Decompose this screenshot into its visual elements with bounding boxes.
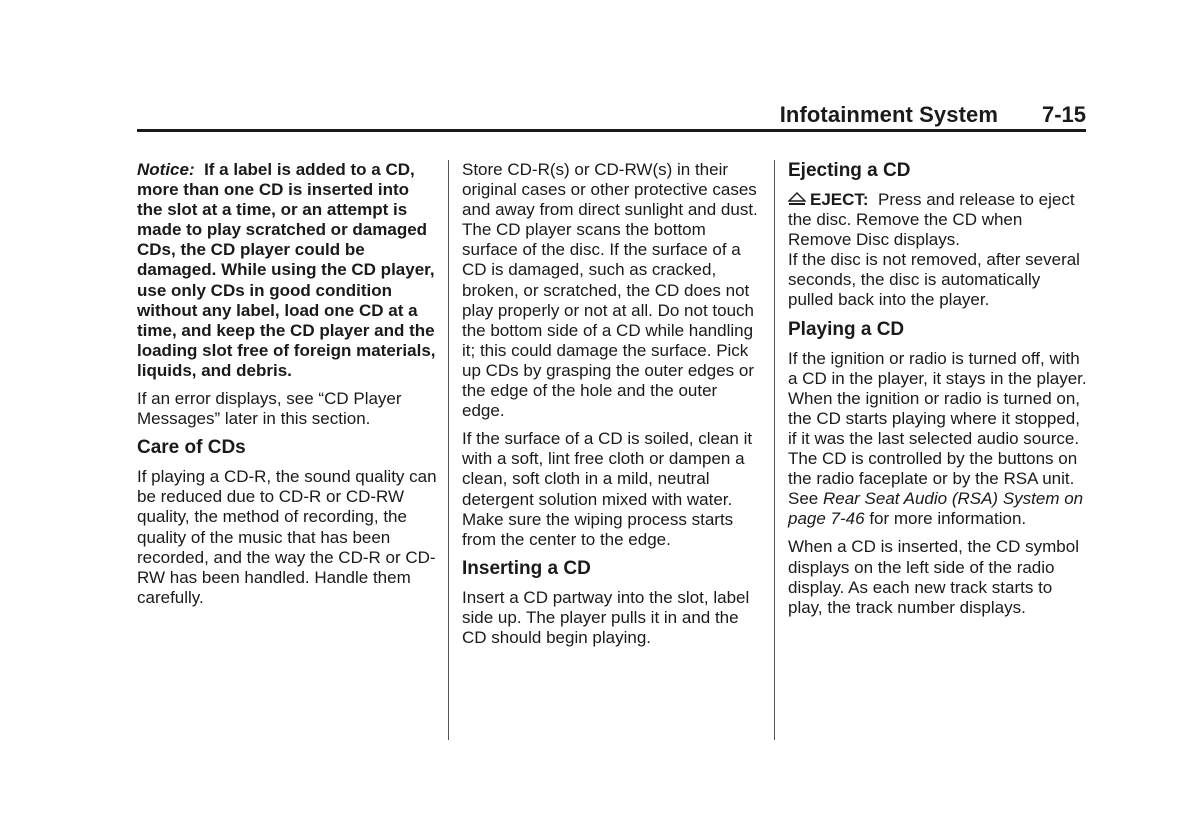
page-header <box>137 100 1086 130</box>
column-divider <box>774 160 775 740</box>
inserting-paragraph: Insert a CD partway into the slot, label side up. The player pulls it in and the CD should begin playing. <box>462 587 750 647</box>
not-removed-paragraph: If the disc is not removed, after several seconds, the disc is automatically pulled back into the player. <box>788 250 1080 310</box>
eject-label: EJECT: <box>810 190 869 209</box>
inserted-paragraph: When a CD is inserted, the CD symbol displays on the left side of the radio display. As each new track starts to play, the track number displays. <box>788 537 1079 617</box>
notice-text: If a label is added to a CD, more than one CD is inserted into the slot at a time, or an attempt is made to play scratched or damaged CDs, the CD player could be damaged. While using the CD player, use only CDs in good condition without any label, load one CD at a time, and keep the CD player and the loading slot free of foreign materials, liquids, and debris. <box>137 160 436 380</box>
ejecting-heading: Ejecting a CD <box>788 160 911 181</box>
column-1 <box>137 160 437 608</box>
care-heading: Care of CDs <box>137 437 246 459</box>
eject-text: Press and release to eject the disc. Remove the CD when Remove Disc displays. <box>788 190 1075 250</box>
error-paragraph: If an error displays, see “CD Player Messages” later in this section. <box>137 389 402 429</box>
notice-label: Notice: <box>137 160 195 179</box>
care-paragraph: If playing a CD-R, the sound quality can be reduced due to CD-R or CD-RW quality, the method of recording, the quality of the music that has been recorded, and the way the CD-R or CD-RW has been handled. Handle them carefully. <box>137 467 437 607</box>
rsa-reference: Rear Seat Audio (RSA) System on page 7-46 <box>788 489 1084 529</box>
section-title: Infotainment System <box>779 102 998 127</box>
eject-icon <box>788 191 806 205</box>
inserting-heading: Inserting a CD <box>462 557 591 579</box>
playing-paragraph <box>788 349 1088 530</box>
playing-text-2: for more information. <box>869 509 1027 529</box>
column-divider <box>448 160 449 740</box>
notice-paragraph <box>137 160 437 381</box>
playing-text-1: If the ignition or radio is turned off, with a CD in the player, it stays in the player. When the ignition or radio is turned on, the CD starts playing where it stopped, if it was the last selected audio source. The CD is controlled by the buttons on the radio faceplate or by the RSA unit. See <box>788 348 1087 509</box>
store-paragraph: Store CD-R(s) or CD-RW(s) in their original cases or other protective cases and away from direct sunlight and dust. The CD player scans the bottom surface of the disc. If the surface of a CD is damaged, such as cracked, broken, or scratched, the CD does not play properly or not at all. Do not touch the bottom side of a CD while handling it; this could damage the surface. Pick up CDs by grasping the outer edges or the edge of the hole and the outer edge. <box>462 160 758 421</box>
playing-heading: Playing a CD <box>788 318 905 340</box>
soiled-paragraph: If the surface of a CD is soiled, clean it with a soft, lint free cloth or dampen a clean, soft cloth in a mild, neutral detergent solution mixed with water. Make sure the wiping process starts from the center to the edge. <box>462 429 753 549</box>
column-2 <box>462 160 762 648</box>
page-number: 7-15 <box>1041 102 1086 127</box>
column-3 <box>788 160 1088 618</box>
eject-paragraph <box>788 190 1088 250</box>
header-rule <box>137 129 1086 132</box>
